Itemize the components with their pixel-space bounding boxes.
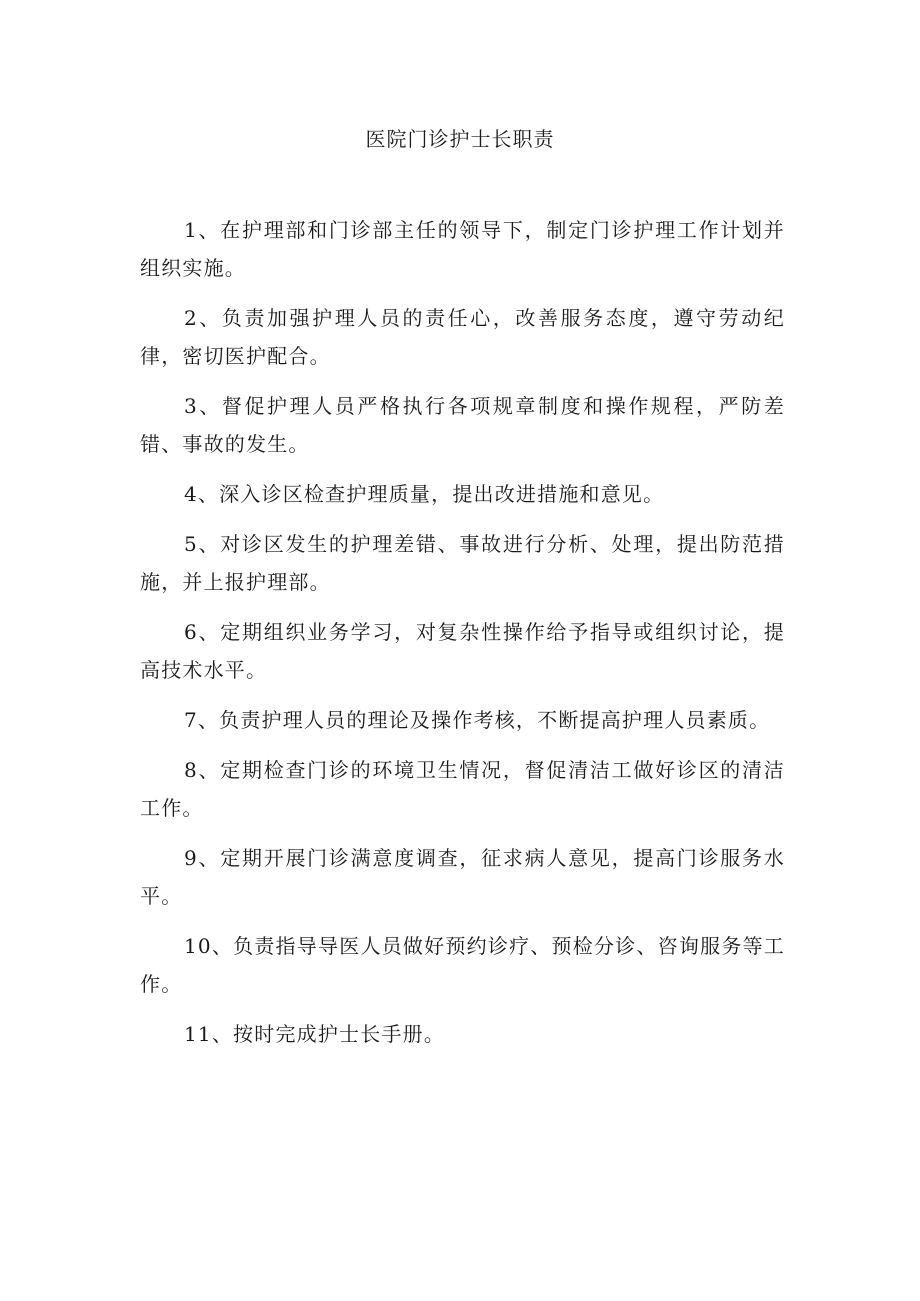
duty-item-7: 7、负责护理人员的理论及操作考核，不断提高护理人员素质。 xyxy=(184,708,771,732)
duty-item-9: 9、定期开展门诊满意度调查，征求病人意见，提高门诊服务水平。 xyxy=(140,846,785,908)
duty-item-5: 5、对诊区发生的护理差错、事故进行分析、处理，提出防范措施，并上报护理部。 xyxy=(140,532,785,594)
duty-list xyxy=(140,211,785,1065)
duty-item-10: 10、负责指导导医人员做好预约诊疗、预检分诊、咨询服务等工作。 xyxy=(140,934,785,996)
duty-item-1: 1、在护理部和门诊部主任的领导下，制定门诊护理工作计划并组织实施。 xyxy=(140,218,785,280)
duty-item-8: 8、定期检查门诊的环境卫生情况，督促清洁工做好诊区的清洁工作。 xyxy=(140,758,785,820)
document-title: 医院门诊护士长职责 xyxy=(365,127,555,151)
duty-item-2: 2、负责加强护理人员的责任心，改善服务态度，遵守劳动纪律，密切医护配合。 xyxy=(140,306,785,368)
duty-item-6: 6、定期组织业务学习，对复杂性操作给予指导或组织讨论，提高技术水平。 xyxy=(140,620,785,682)
duty-item-3: 3、督促护理人员严格执行各项规章制度和操作规程，严防差错、事故的发生。 xyxy=(140,394,785,456)
duty-item-4: 4、深入诊区检查护理质量，提出改进措施和意见。 xyxy=(184,482,665,506)
duty-item-11: 11、按时完成护士长手册。 xyxy=(184,1022,446,1046)
